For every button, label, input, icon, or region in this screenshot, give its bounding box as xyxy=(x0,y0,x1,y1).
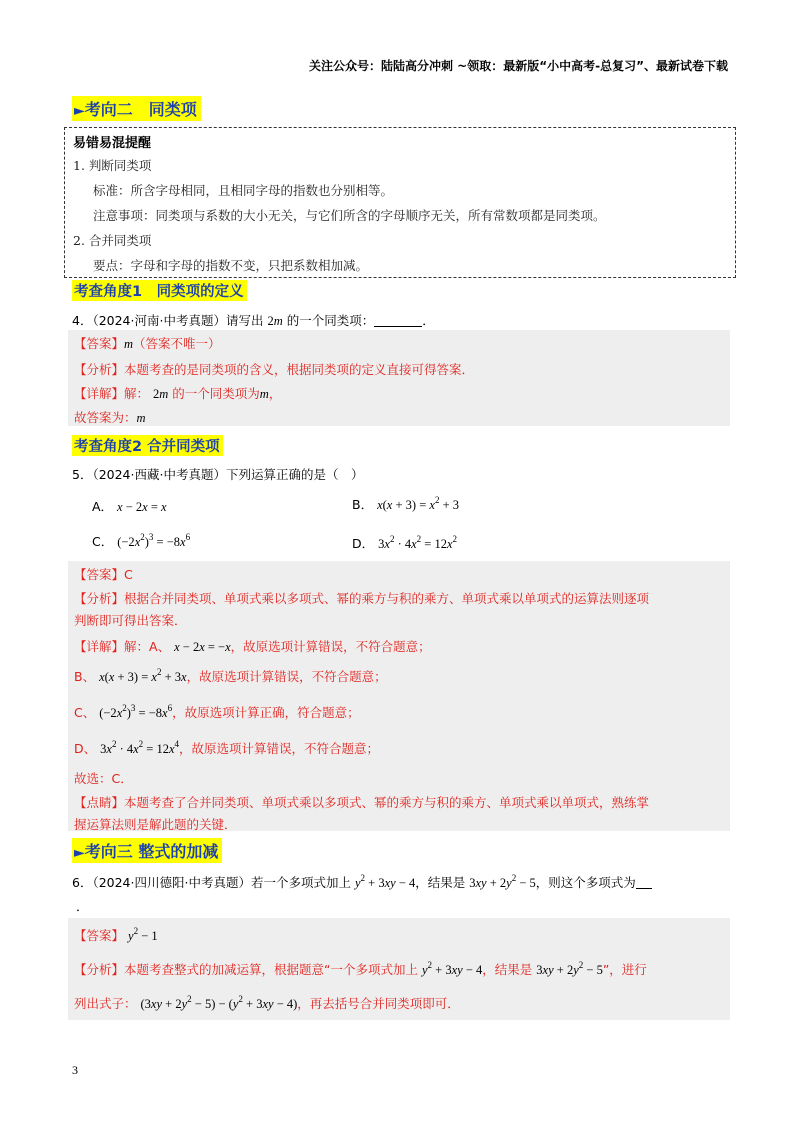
analysis-line-1 xyxy=(74,589,649,607)
option-label: B． xyxy=(352,497,374,512)
arrow-icon: ► xyxy=(74,845,85,861)
detail-line-c xyxy=(74,703,360,721)
answer-tag: 【答案】 xyxy=(74,567,125,582)
section-title-3 xyxy=(72,838,222,863)
detail-expr: $(-2x^2)^3 = -8x^6$ xyxy=(99,703,173,720)
detail-label: C、 xyxy=(74,705,96,720)
analysis-text: ，结果是 xyxy=(482,962,533,977)
analysis-tag: 【分析】 xyxy=(74,362,125,377)
math-expr: $3xy + 2y^2 - 5$ xyxy=(536,960,603,977)
detail-text: ，故原选项计算错误，不符合题意； xyxy=(186,669,387,684)
detail-line xyxy=(74,384,281,402)
angle-title-1: 考查角度1 同类项的定义 xyxy=(72,280,247,301)
analysis-line-1 xyxy=(74,960,647,978)
point-text: 握运算法则是解此题的关键． xyxy=(74,817,237,832)
final-line xyxy=(74,408,146,426)
final-value: m xyxy=(136,411,146,425)
math-expr: $y^2 + 3xy - 4$ xyxy=(354,873,416,890)
math-expr: $3xy + 2y^2 - 5$ xyxy=(469,873,536,890)
detail-expr: 2m xyxy=(153,387,169,401)
final-text: 故答案为： xyxy=(74,410,137,425)
math-expr: $y^2 + 3xy - 4$ xyxy=(421,960,483,977)
option-d xyxy=(352,534,457,552)
detail-line-a xyxy=(74,637,431,655)
tip-item1-head: 1. 判断同类项 xyxy=(73,158,152,173)
detail-pre: 解：A、 xyxy=(124,639,171,654)
tip-box xyxy=(64,127,736,278)
tip-title: 易错易混提醒 xyxy=(73,136,152,151)
question-end: ． xyxy=(422,313,435,328)
question-number: 4． xyxy=(72,313,93,328)
analysis-text: 列出式子： xyxy=(74,996,137,1011)
answer-box-5 xyxy=(68,561,730,831)
detail-expr: $3x^2 \cdot 4x^2 = 12x^4$ xyxy=(100,739,180,756)
option-b xyxy=(352,495,459,513)
answer-line xyxy=(74,926,158,944)
detail-tag: 【详解】 xyxy=(74,386,125,401)
option-label: D． xyxy=(352,536,375,551)
detail-end: ， xyxy=(268,386,282,401)
question-6 xyxy=(72,873,652,891)
question-end: ． xyxy=(76,899,89,914)
detail-pre: 解： xyxy=(124,386,150,401)
analysis-text: 本题考查的是同类项的含义，根据同类项的定义直接可得答案． xyxy=(124,362,475,377)
section-title-2 xyxy=(72,96,201,121)
point-line-2 xyxy=(74,815,237,833)
section-label: 考向三 整式的加减 xyxy=(84,842,219,861)
option-label: C． xyxy=(92,534,114,549)
detail-label: D、 xyxy=(74,741,97,756)
tip-item1-standard: 标准：所含字母相同，且相同字母的指数也分别相等。 xyxy=(93,183,394,198)
angle-title-2: 考查角度2 合并同类项 xyxy=(72,435,223,456)
detail-expr: x − 2x = −x xyxy=(174,640,231,654)
detail-var: m xyxy=(259,387,269,401)
option-expr: $x(x + 3) = x^2 + 3$ xyxy=(377,495,460,512)
answer-tag: 【答案】 xyxy=(74,928,125,943)
choose-line xyxy=(74,769,133,787)
detail-text: 的一个同类项为 xyxy=(172,386,260,401)
math-expr: 2m xyxy=(267,314,283,328)
tip-item2-head: 2. 合并同类项 xyxy=(73,233,152,248)
detail-line-b xyxy=(74,667,387,685)
question-tail: ，则这个多项式为 xyxy=(535,875,636,890)
question-tail: 的一个同类项： xyxy=(286,313,375,328)
question-5 xyxy=(72,465,363,483)
option-c xyxy=(92,532,190,550)
question-source: （2024·四川德阳·中考真题）若一个多项式加上 xyxy=(92,875,351,890)
answer-tag: 【答案】 xyxy=(74,336,125,351)
question-number: 5． xyxy=(72,467,93,482)
option-expr: $(-2x^2)^3 = -8x^6$ xyxy=(117,532,191,549)
tip-item2-key: 要点：字母和字母的指数不变，只把系数相加减。 xyxy=(93,258,369,273)
answer-line xyxy=(74,334,221,352)
answer-blank xyxy=(636,877,652,889)
question-4 xyxy=(72,311,435,329)
analysis-line-2 xyxy=(74,611,187,629)
analysis-tag: 【分析】 xyxy=(74,962,125,977)
analysis-tag: 【分析】 xyxy=(74,591,125,606)
math-expr: $(3xy + 2y^2 - 5) - (y^2 + 3xy - 4)$ xyxy=(140,994,298,1011)
question-source: （2024·河南·中考真题）请写出 xyxy=(92,313,264,328)
answer-value: C xyxy=(124,567,133,582)
option-a xyxy=(92,497,167,515)
option-expr: $3x^2 \cdot 4x^2 = 12x^2$ xyxy=(378,534,458,551)
point-text: 本题考查了合并同类项、单项式乘以多项式、幂的乘方与积的乘方、单项式乘以单项式，熟练掌 xyxy=(124,795,650,810)
question-number: 6． xyxy=(72,875,93,890)
detail-text: ，故原选项计算错误，不符合题意； xyxy=(230,639,431,654)
analysis-text: ”，进行 xyxy=(602,962,647,977)
analysis-text: ，再去括号合并同类项即可． xyxy=(297,996,460,1011)
answer-value: m xyxy=(124,337,134,351)
answer-blank xyxy=(374,315,422,327)
answer-box-6 xyxy=(68,918,730,1020)
detail-text: ，故原选项计算正确，符合题意； xyxy=(172,705,360,720)
page-number: 3 xyxy=(72,1063,78,1077)
analysis-text: 根据合并同类项、单项式乘以多项式、幂的乘方与积的乘方、单项式乘以单项式的运算法则逐项 xyxy=(124,591,650,606)
answer-expr: $y^2 - 1$ xyxy=(128,926,158,943)
tip-item1-note: 注意事项：同类项与系数的大小无关，与它们所含的字母顺序无关，所有常数项都是同类项。 xyxy=(93,208,606,223)
option-label: A． xyxy=(92,499,114,514)
choose-text: 故选：C． xyxy=(74,771,133,786)
point-line-1 xyxy=(74,793,649,811)
detail-expr: $x(x + 3) = x^2 + 3x$ xyxy=(99,667,187,684)
detail-tag: 【详解】 xyxy=(74,639,125,654)
page-header: 关注公众号：陆陆高分冲刺 ~领取：最新版“小中高考-总复习”、最新试卷下载 xyxy=(309,59,728,73)
option-expr: x − 2x = x xyxy=(117,500,167,514)
analysis-line xyxy=(74,360,474,378)
answer-note: （答案不唯一） xyxy=(133,336,221,351)
answer-line xyxy=(74,565,133,583)
detail-line-d xyxy=(74,739,379,757)
arrow-icon: ► xyxy=(74,103,85,119)
detail-label: B、 xyxy=(74,669,96,684)
question-mid: ，结果是 xyxy=(415,875,466,890)
detail-text: ，故原选项计算错误，不符合题意； xyxy=(179,741,380,756)
answer-box-4 xyxy=(68,330,730,426)
section-label: 考向二 同类项 xyxy=(84,100,197,119)
point-tag: 【点睛】 xyxy=(74,795,125,810)
analysis-text: 判断即可得出答案． xyxy=(74,613,187,628)
analysis-line-2 xyxy=(74,994,460,1012)
analysis-text: 本题考查整式的加减运算，根据题意“一个多项式加上 xyxy=(124,962,418,977)
question-stem: （2024·西藏·中考真题）下列运算正确的是（ ） xyxy=(92,467,364,482)
